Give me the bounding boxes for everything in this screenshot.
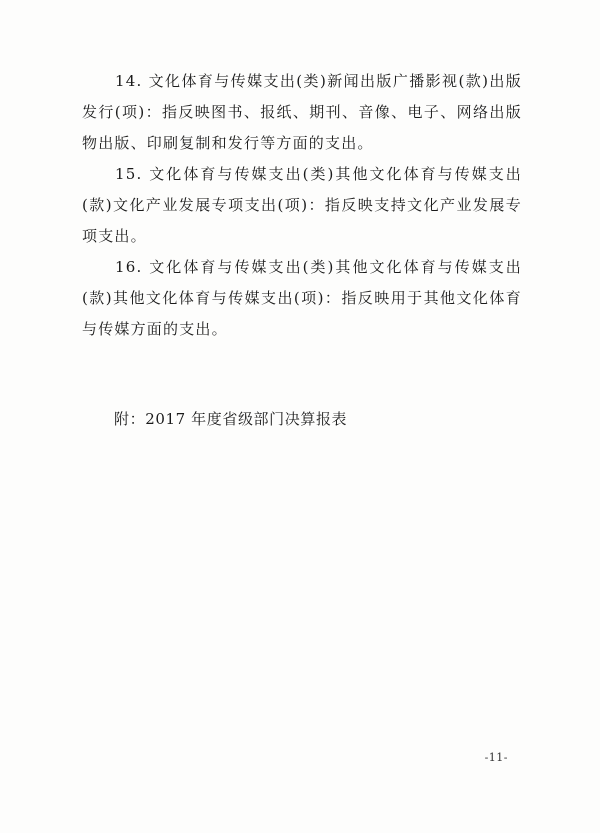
attachment-note: 附：2017 年度省级部门决算报表: [114, 410, 348, 428]
body-text: [82, 66, 522, 345]
paragraph-item-16: 16. 文化体育与传媒支出(类)其他文化体育与传媒支出(款)其他文化体育与传媒支出(项)：指反映用于其他文化体育与传媒方面的支出。: [82, 258, 522, 338]
paragraph-item-15: 15. 文化体育与传媒支出(类)其他文化体育与传媒支出(款)文化产业发展专项支出(项)：指反映支持文化产业发展专项支出。: [82, 165, 522, 245]
page-number: -11-: [484, 751, 508, 764]
paragraph-item-14: 14. 文化体育与传媒支出(类)新闻出版广播影视(款)出版发行(项)：指反映图书、报纸、期刊、音像、电子、网络出版物出版、印刷复制和发行等方面的支出。: [82, 72, 522, 152]
